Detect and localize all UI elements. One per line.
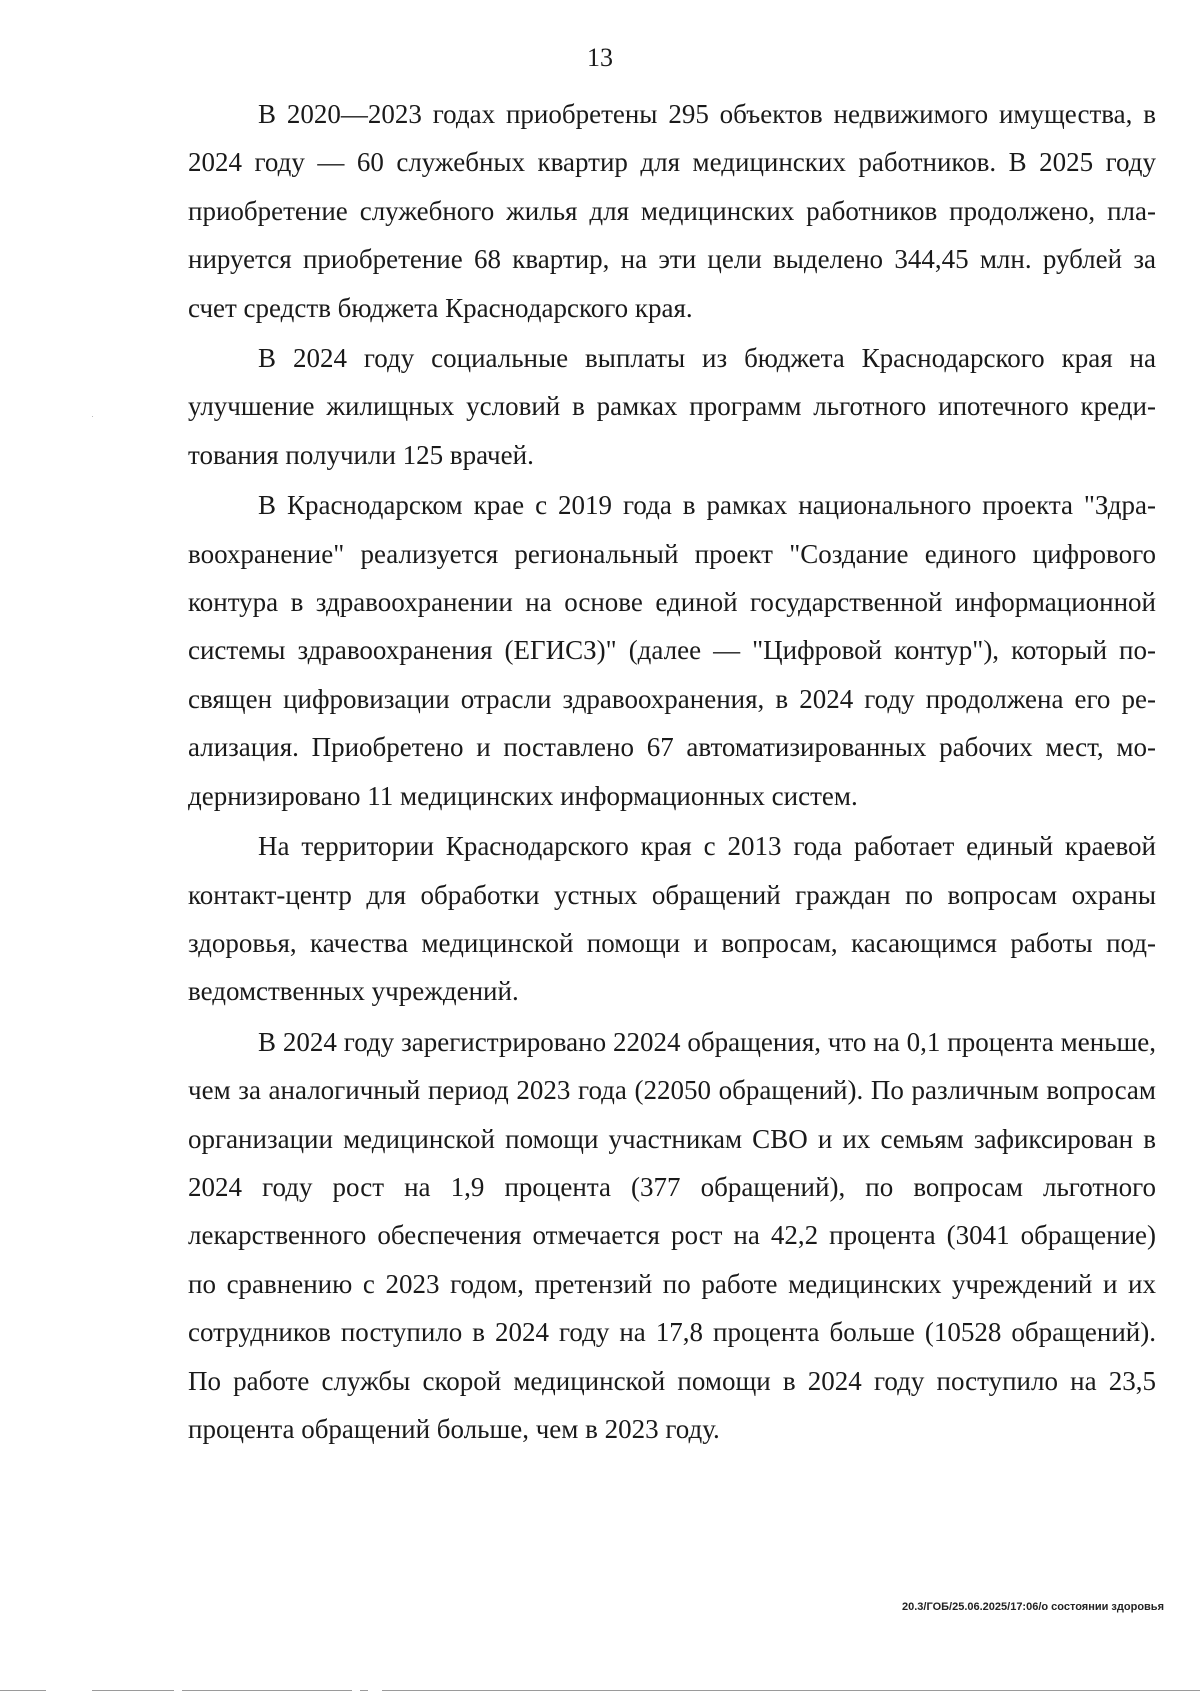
bottom-edge-rule [0,1690,46,1691]
paragraph-social-payments: В 2024 году социальные выплаты из бюджета Краснодарского края на улучшение жилищных условий в рамках программ льготного ипотечного кредитования получили 125 врачей. [188,343,1156,470]
document-footer-code: 20.3/ГОБ/25.06.2025/17:06/о состоянии здоровья [902,1601,1164,1613]
paragraph-housing-purchases: В 2020—2023 годах приобретены 295 объектов недвижимого имущества, в 2024 году — 60 служебных квартир для медицинских работников. В 2025 году приобретение служебного жилья для медицинских работников продолжено, планируется приобретение 68 квартир, на эти цели выделено 344,45 млн. рублей за счет средств бюджета Краснодарского края. [188,99,1156,323]
paragraph-contact-center: На территории Краснодарского края с 2013 года работает единый краевой контакт-центр для обработки устных обращений граждан по вопросам охраны здоровья, качества медицинской помощи и вопросам, касающимся работы подведомственных учреждений. [188,831,1156,1007]
scan-artifact [92,416,93,417]
bottom-edge-rule [92,1690,174,1691]
bottom-edge-rule [382,1690,1200,1691]
document-body [188,90,1156,1455]
paragraph-digital-contour: В Краснодарском крае с 2019 года в рамках национального проекта "Здравоохранение" реализуется региональный проект "Создание единого цифрового контура в здравоохранении на основе единой государственной информационной системы здравоохранения (ЕГИСЗ)" (далее — "Цифровой контур"), который посвящен цифровизации отрасли здравоохранения, в 2024 году продолжена его реализация. Приобретено и поставлено 67 автоматизированных рабочих мест, модернизировано 11 медицинских информационных систем. [188,490,1156,811]
bottom-edge-rule [182,1690,352,1691]
paragraph-appeals-statistics: В 2024 году зарегистрировано 22024 обращения, что на 0,1 процента меньше, чем за аналогичный период 2023 года (22050 обращений). По различным вопросам организации медицинской помощи участникам СВО и их семьям зафиксирован в 2024 году рост на 1,9 процента (377 обращений), по вопросам льготного лекарственного обеспечения отмечается рост на 42,2 процента (3041 обращение) по сравнению с 2023 годом, претензий по работе медицинских учреждений и их сотрудников поступило в 2024 году на 17,8 процента больше (10528 обращений). По работе службы скорой медицинской помощи в 2024 году поступило на 23,5 процента обращений больше, чем в 2023 году. [188,1026,1156,1444]
page-number: 13 [587,43,613,72]
bottom-edge-rule [360,1690,368,1691]
